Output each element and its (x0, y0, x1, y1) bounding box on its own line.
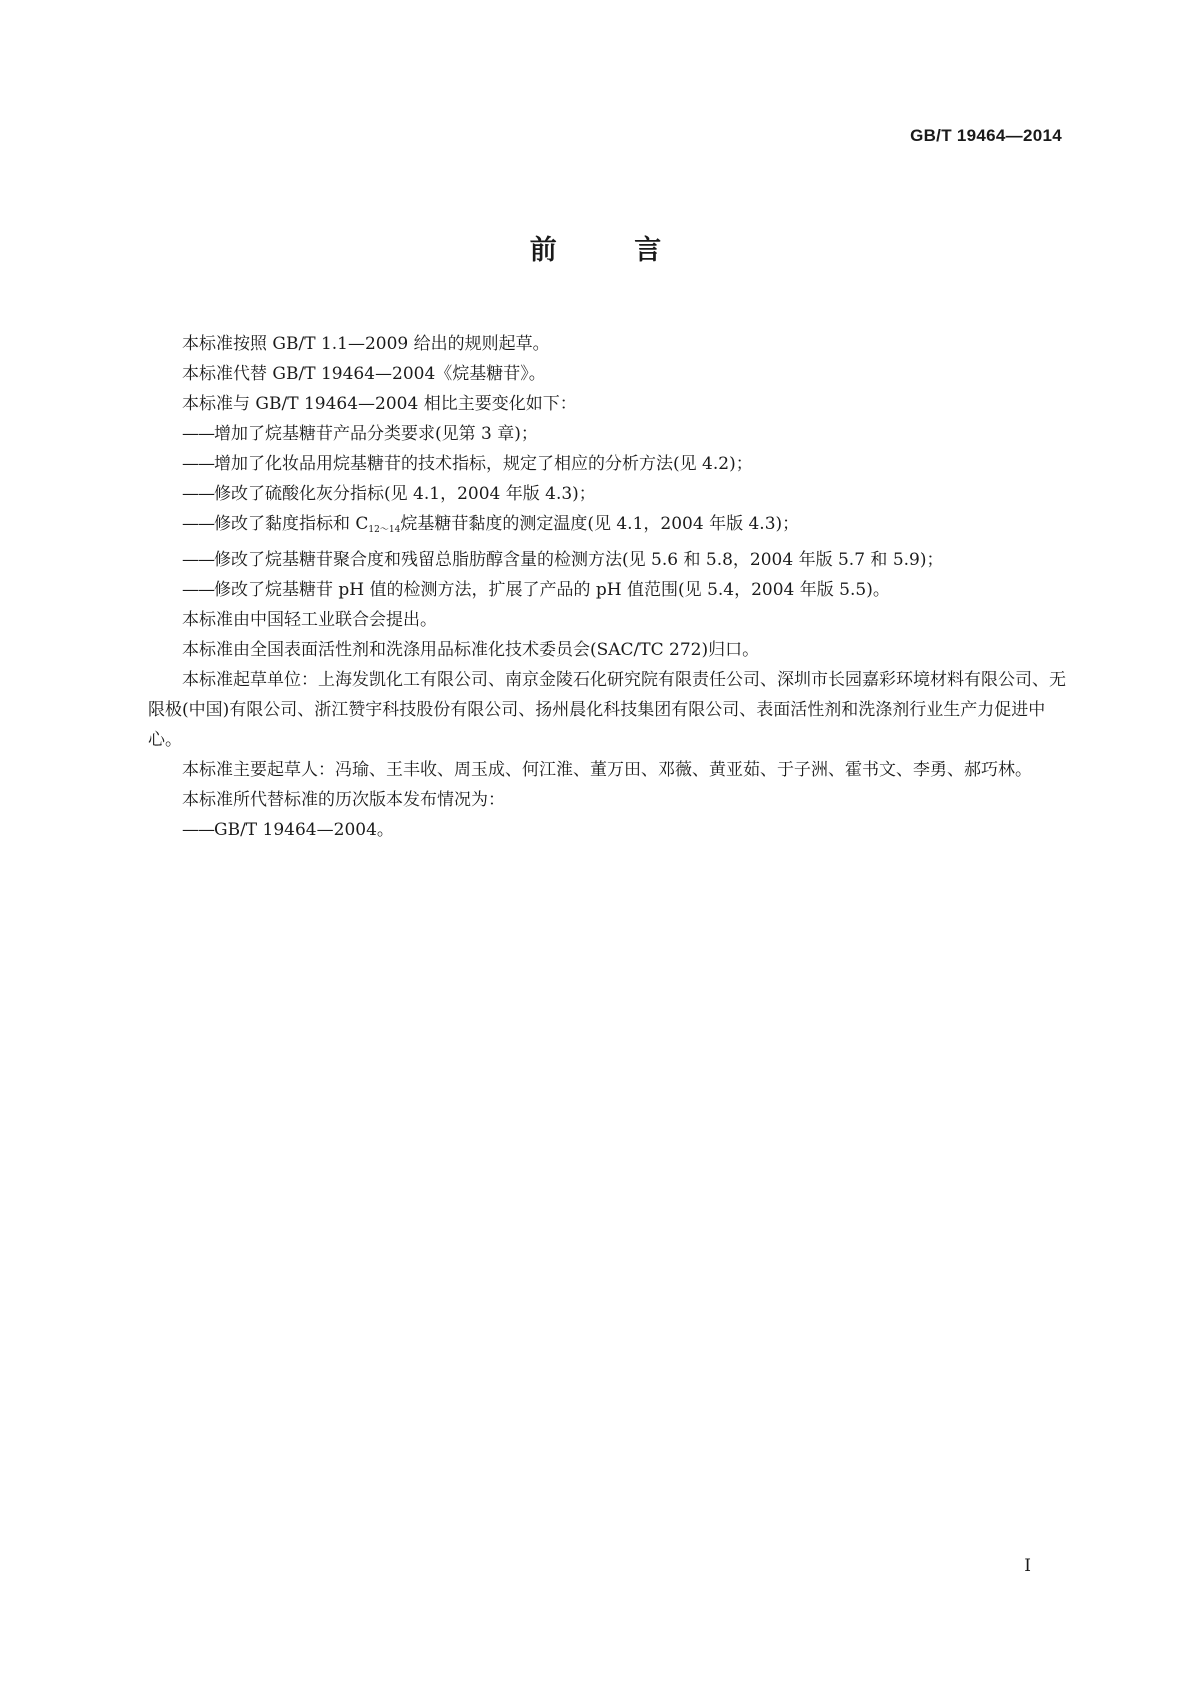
paragraph-drafting-units: 本标准起草单位：上海发凯化工有限公司、南京金陵石化研究院有限责任公司、深圳市长园嘉彩环境材料有限公司、无限极(中国)有限公司、浙江赞宇科技股份有限公司、扬州晨化科技集团有限公司、表面活性剂和洗涤剂行业生产力促进中心。 (148, 670, 1066, 750)
dash-marker: —— (182, 550, 214, 570)
change-text: 增加了烷基糖苷产品分类要求(见第 3 章)； (214, 424, 538, 444)
history-text: GB/T 19464—2004。 (214, 820, 394, 840)
dash-marker: —— (182, 454, 214, 474)
paragraph-changes-intro: 本标准与 GB/T 19464—2004 相比主要变化如下： (182, 394, 577, 414)
change-item (148, 575, 1068, 605)
dash-marker: —— (182, 514, 214, 534)
page-number: I (1024, 1556, 1031, 1576)
paragraph-replaces: 本标准代替 GB/T 19464—2004《烷基糖苷》。 (182, 364, 546, 384)
change-text: 修改了烷基糖苷 pH 值的检测方法，扩展了产品的 pH 值范围(见 5.4，2004 年版 5.5)。 (214, 580, 890, 600)
change-item (148, 509, 1068, 545)
paragraph-proposed-by: 本标准由中国轻工业联合会提出。 (182, 610, 437, 630)
foreword-body (148, 329, 1068, 845)
change-text: 修改了黏度指标和 C (214, 514, 369, 534)
change-item (148, 545, 1068, 575)
change-text: 修改了硫酸化灰分指标(见 4.1，2004 年版 4.3)； (214, 484, 596, 504)
change-text: 修改了烷基糖苷聚合度和残留总脂肪醇含量的检测方法(见 5.6 和 5.8，2004 年版 5.7 和 5.9)； (214, 550, 944, 570)
history-item (148, 815, 1068, 845)
change-item (148, 479, 1068, 509)
dash-marker: —— (182, 484, 214, 504)
change-item (148, 449, 1068, 479)
paragraph-drafters: 本标准主要起草人：冯瑜、王丰收、周玉成、何江淮、董万田、邓薇、黄亚茹、于子洲、霍书文、李勇、郝巧林。 (182, 760, 1032, 780)
paragraph-drafting-rules: 本标准按照 GB/T 1.1—2009 给出的规则起草。 (182, 334, 550, 354)
document-code: GB/T 19464—2014 (910, 126, 1062, 145)
page-title: 前 言 (529, 235, 696, 266)
dash-marker: —— (182, 820, 214, 840)
subscript-carbon-range: 12～14 (368, 525, 401, 535)
change-text: 增加了化妆品用烷基糖苷的技术指标，规定了相应的分析方法(见 4.2)； (214, 454, 753, 474)
change-item (148, 419, 1068, 449)
dash-marker: —— (182, 580, 214, 600)
dash-marker: —— (182, 424, 214, 444)
paragraph-history-intro: 本标准所代替标准的历次版本发布情况为： (182, 790, 505, 810)
paragraph-technical-committee: 本标准由全国表面活性剂和洗涤用品标准化技术委员会(SAC/TC 272)归口。 (182, 640, 760, 660)
change-text: 烷基糖苷黏度的测定温度(见 4.1，2004 年版 4.3)； (400, 514, 800, 534)
